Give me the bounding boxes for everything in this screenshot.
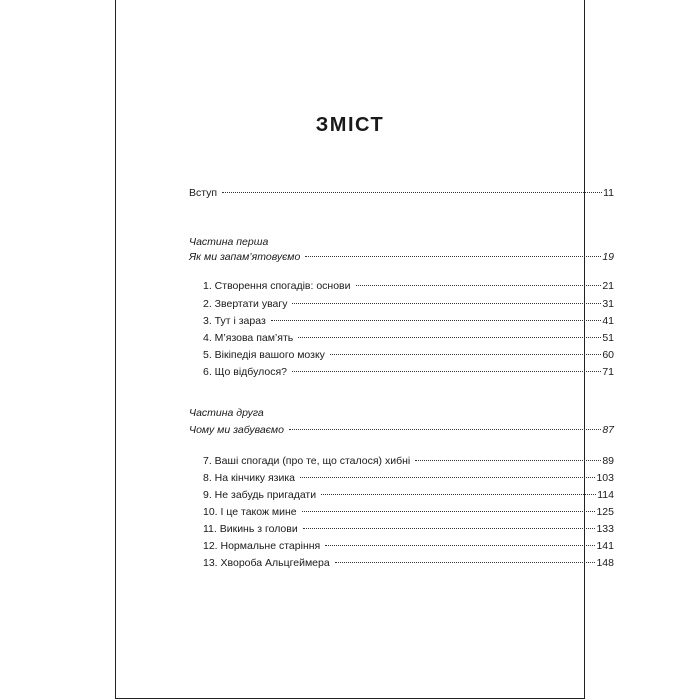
toc-entry-chapter — [203, 505, 614, 519]
toc-entry-label: 12. Нормальне старіння — [203, 540, 321, 552]
toc-entry-page: 89 — [602, 455, 614, 467]
dot-leader — [300, 477, 595, 478]
toc-entry-label: 1. Створення спогадів: основи — [203, 280, 351, 292]
toc-entry-label: 10. І це також мине — [203, 506, 297, 518]
dot-leader — [321, 494, 596, 495]
toc-entry-page: 71 — [602, 366, 614, 378]
toc-entry-page: 31 — [602, 298, 614, 310]
dot-leader — [271, 320, 602, 321]
dot-leader — [222, 192, 602, 193]
part-label: Частина перша — [189, 236, 269, 248]
dot-leader — [330, 354, 601, 355]
toc-entry-intro — [189, 186, 614, 200]
toc-entry-label: 6. Що відбулося? — [203, 366, 287, 378]
toc-entry-label: 8. На кінчику язика — [203, 472, 295, 484]
toc-entry-chapter — [203, 348, 614, 362]
toc-entry-chapter — [203, 314, 614, 328]
toc-entry-label: Як ми запам’ятовуємо — [189, 251, 301, 263]
toc-entry-page: 125 — [596, 506, 614, 518]
book-page — [115, 0, 614, 699]
toc-entry-label: 2. Звертати увагу — [203, 298, 288, 310]
toc-entry-chapter — [203, 539, 614, 553]
toc-entry-chapter — [203, 365, 614, 379]
toc-entry-chapter — [203, 522, 614, 536]
toc-entry-label: 9. Не забудь пригадати — [203, 489, 317, 501]
toc-entry-label: 4. М’язова пам’ять — [203, 332, 294, 344]
toc-entry-page: 103 — [596, 472, 614, 484]
dot-leader — [325, 545, 595, 546]
toc-entry-page: 114 — [597, 489, 614, 501]
toc-entry-page: 60 — [602, 349, 614, 361]
dot-leader — [356, 285, 602, 286]
toc-entry-page: 141 — [596, 540, 614, 552]
dot-leader — [415, 460, 601, 461]
toc-entry-page: 87 — [602, 424, 614, 436]
toc-entry-label: 11. Викинь з голови — [203, 523, 298, 535]
toc-entry-page: 41 — [602, 315, 614, 327]
dot-leader — [305, 256, 601, 257]
toc-entry-label: 3. Тут і зараз — [203, 315, 266, 327]
toc-entry-label: Чому ми забуваємо — [189, 424, 284, 436]
toc-entry-label: 13. Хвороба Альцгеймера — [203, 557, 330, 569]
page-title: ЗМІСТ — [315, 114, 385, 136]
toc-entry-page: 19 — [602, 251, 614, 263]
dot-leader — [289, 429, 601, 430]
toc-entry-page: 21 — [602, 280, 614, 292]
toc-entry-chapter — [203, 454, 614, 468]
toc-entry-page: 148 — [596, 557, 614, 569]
dot-leader — [292, 303, 601, 304]
dot-leader — [298, 337, 601, 338]
part-label: Частина друга — [189, 407, 264, 419]
toc-entry-chapter — [203, 279, 614, 293]
toc-entry-label: 5. Вікіпедія вашого мозку — [203, 349, 325, 361]
toc-entry-chapter — [203, 556, 614, 570]
toc-entry-part-title — [189, 250, 614, 264]
toc-entry-label: Вступ — [189, 187, 218, 199]
toc-entry-chapter — [203, 331, 614, 345]
toc-entry-chapter — [203, 297, 614, 311]
toc-entry-chapter — [203, 488, 614, 502]
dot-leader — [335, 562, 596, 563]
toc-entry-chapter — [203, 471, 614, 485]
toc-entry-page: 11 — [603, 187, 614, 199]
dot-leader — [303, 528, 596, 529]
toc-entry-label: 7. Ваші спогади (про те, що сталося) хибні — [203, 455, 411, 467]
toc-entry-page: 133 — [596, 523, 614, 535]
toc-entry-part-title — [189, 423, 614, 437]
toc-entry-page: 51 — [602, 332, 614, 344]
dot-leader — [292, 371, 601, 372]
dot-leader — [302, 511, 596, 512]
